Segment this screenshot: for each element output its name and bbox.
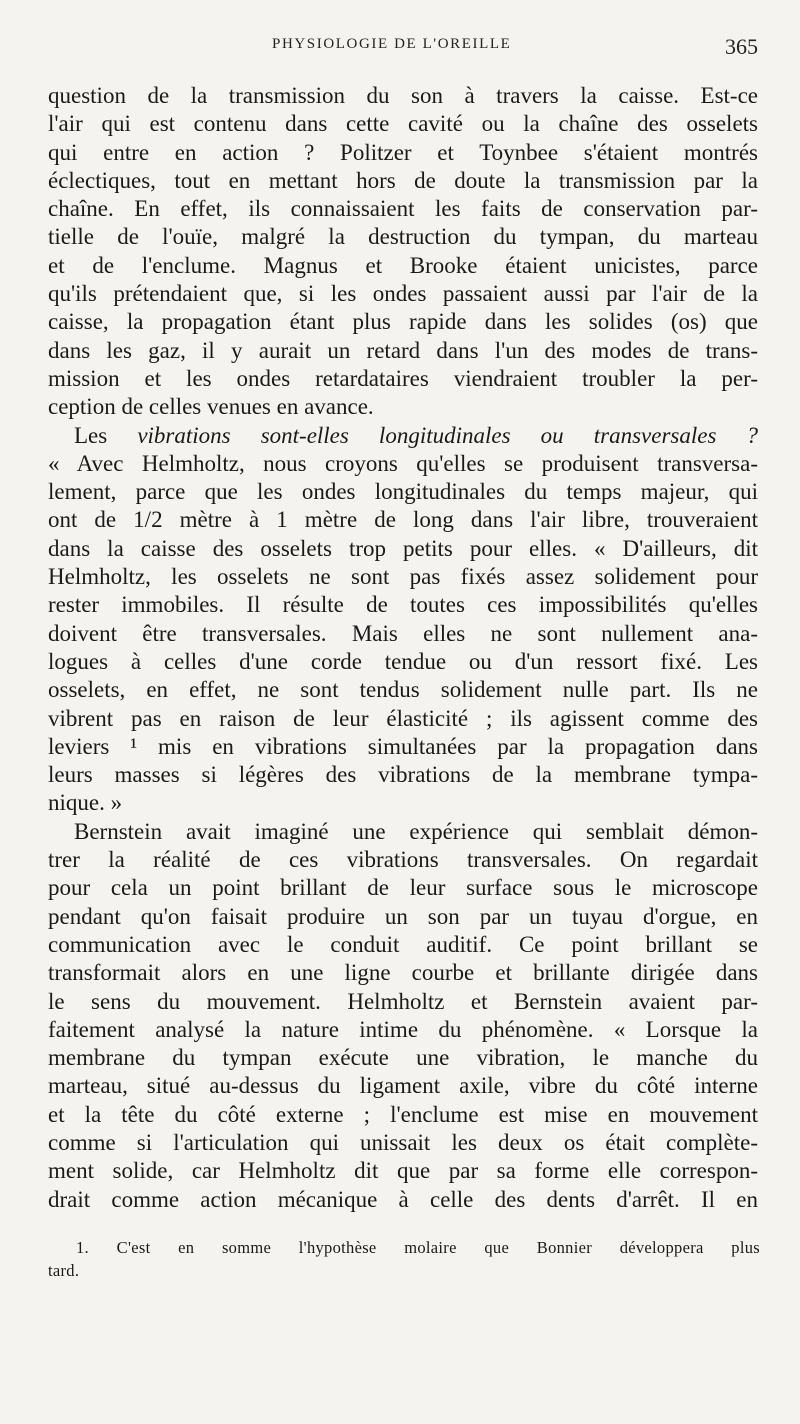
text-line: l'air qui est contenu dans cette cavité ou la chaîne des osselets: [48, 111, 758, 137]
text-line: logues à celles d'une corde tendue ou d'un ressort fixé. Les: [48, 648, 758, 674]
text-line: dans la caisse des osselets trop petits pour elles. « D'ailleurs, dit: [48, 535, 758, 561]
text-line: rester immobiles. Il résulte de toutes ces impossibilités qu'elles: [48, 592, 758, 618]
text-line: Bernstein avait imaginé une expérience qui semblait démon-: [74, 818, 758, 844]
running-head: [48, 36, 758, 60]
text-line: comme si l'articulation qui unissait les deux os était complète-: [48, 1129, 758, 1155]
heading-prefix: Les: [74, 422, 138, 448]
text-line: qu'ils prétendaient que, si les ondes passaient aussi par l'air de la: [48, 281, 758, 307]
text-line: tielle de l'ouïe, malgré la destruction du tympan, du marteau: [48, 224, 758, 250]
text-line: trer la réalité de ces vibrations transversales. On regardait: [48, 847, 758, 873]
heading-italic: vibrations sont-elles longitudinales ou transversales ?: [137, 422, 758, 448]
text-line: qui entre en action ? Politzer et Toynbee s'étaient montrés: [48, 139, 758, 165]
text-line: drait comme action mécanique à celle des dents d'arrêt. Il en: [48, 1186, 758, 1212]
text-line: « Avec Helmholtz, nous croyons qu'elles se produisent transversa-: [48, 450, 758, 476]
text-line: mission et les ondes retardataires viendraient troubler la per-: [48, 365, 758, 391]
text-line: membrane du tympan exécute une vibration, le manche du: [48, 1045, 758, 1071]
text-line: nique. »: [48, 790, 123, 816]
italic-heading-line: [48, 422, 758, 450]
text-line: vibrent pas en raison de leur élasticité ; ils agissent comme des: [48, 705, 758, 731]
text-line: lement, parce que les ondes longitudinales du temps majeur, qui: [48, 479, 758, 505]
text-line: osselets, en effet, ne sont tendus solidement nulle part. Ils ne: [48, 677, 758, 703]
text-line: leurs masses si légères des vibrations de la membrane tympa-: [48, 762, 758, 788]
text-line: et la tête du côté externe ; l'enclume est mise en mouvement: [48, 1101, 758, 1127]
text-line: pour cela un point brillant de leur surface sous le microscope: [48, 875, 758, 901]
text-line: leviers ¹ mis en vibrations simultanées par la propagation dans: [48, 733, 758, 759]
footnote-line: tard.: [48, 1261, 80, 1280]
text-line: le sens du mouvement. Helmholtz et Bernstein avaient par-: [48, 988, 758, 1014]
text-line: marteau, situé au-dessus du ligament axile, vibre du côté interne: [48, 1073, 758, 1099]
page-number: 365: [725, 34, 758, 59]
body-text: [48, 82, 758, 1214]
text-line: question de la transmission du son à travers la caisse. Est-ce: [48, 83, 758, 108]
text-line: pendant qu'on faisait produire un son par un tuyau d'orgue, en: [48, 903, 758, 929]
running-title: PHYSIOLOGIE DE L'OREILLE: [272, 36, 512, 52]
footnote-line: 1. C'est en somme l'hypothèse molaire que Bonnier développera plus: [76, 1238, 760, 1257]
footnotes: [48, 1236, 760, 1282]
text-line: doivent être transversales. Mais elles ne sont nullement ana-: [48, 620, 758, 646]
text-line: et de l'enclume. Magnus et Brooke étaient unicistes, parce: [48, 252, 758, 278]
text-line: ment solide, car Helmholtz dit que par sa forme elle correspon-: [48, 1158, 758, 1184]
text-line: communication avec le conduit auditif. Ce point brillant se: [48, 931, 758, 957]
text-line: dans les gaz, il y aurait un retard dans l'un des modes de trans-: [48, 337, 758, 363]
text-line: éclectiques, tout en mettant hors de doute la transmission par la: [48, 167, 758, 193]
text-line: caisse, la propagation étant plus rapide dans les solides (os) que: [48, 309, 758, 335]
text-line: faitement analysé la nature intime du phénomène. « Lorsque la: [48, 1016, 758, 1042]
text-line: ception de celles venues en avance.: [48, 394, 374, 420]
text-line: ont de 1/2 mètre à 1 mètre de long dans l'air libre, trouveraient: [48, 507, 758, 533]
text-line: chaîne. En effet, ils connaissaient les faits de conservation par-: [48, 196, 758, 222]
text-line: transformait alors en une ligne courbe et brillante dirigée dans: [48, 960, 758, 986]
text-line: Helmholtz, les osselets ne sont pas fixés assez solidement pour: [48, 564, 758, 590]
